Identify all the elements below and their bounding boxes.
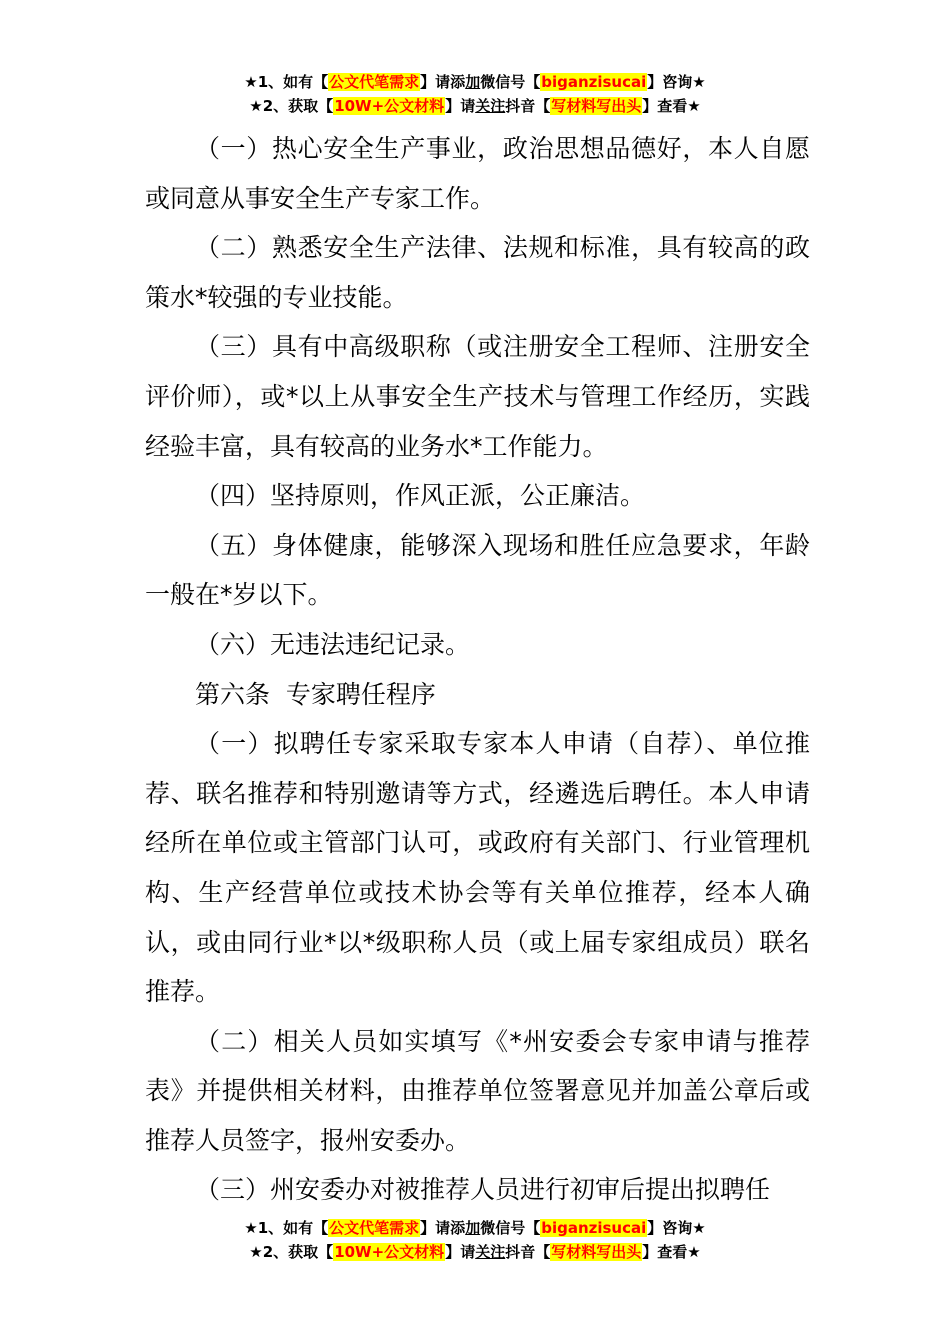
paragraph: （三）具有中高级职称（或注册安全工程师、注册安全评价师），或*以上从事安全生产技术与管理工作经历，实践经验丰富，具有较高的业务水*工作能力。 bbox=[145, 332, 810, 461]
banner-highlight: 10W+公文材料 bbox=[334, 1243, 445, 1261]
banner-text: 】请 bbox=[445, 97, 476, 115]
banner-text: 】查看★ bbox=[642, 1243, 701, 1261]
banner-highlight: 10W+公文材料 bbox=[334, 97, 445, 115]
banner-text: 微信号【 bbox=[480, 1219, 541, 1237]
banner-text: 抖音【 bbox=[505, 97, 551, 115]
banner-highlight: 写材料写出头 bbox=[551, 97, 642, 115]
banner-text: 抖音【 bbox=[505, 1243, 551, 1261]
paragraph: （二）相关人员如实填写《*州安委会专家申请与推荐表》并提供相关材料，由推荐单位签署意见并加盖公章后或推荐人员签字，报州安委办。 bbox=[145, 1026, 810, 1155]
banner-highlight: biganzisucai bbox=[541, 1219, 647, 1237]
banner-line-1 bbox=[0, 1216, 950, 1240]
banner-line-2 bbox=[0, 1240, 950, 1264]
banner-text: 】请添 bbox=[420, 1219, 466, 1237]
banner-text: ★2、获取【 bbox=[249, 97, 334, 115]
banner-line-1 bbox=[0, 70, 950, 94]
paragraph: （二）熟悉安全生产法律、法规和标准，具有较高的政策水*较强的专业技能。 bbox=[145, 233, 810, 312]
banner-underline: 关注 bbox=[475, 97, 506, 115]
banner-line-2 bbox=[0, 94, 950, 118]
banner-text: 】请添 bbox=[420, 73, 466, 91]
banner-text: 】咨询★ bbox=[647, 73, 706, 91]
banner-text: 微信号【 bbox=[480, 73, 541, 91]
paragraph: （一）拟聘任专家采取专家本人申请（自荐）、单位推荐、联名推荐和特别邀请等方式，经遴选后聘任。本人申请经所在单位或主管部门认可，或政府有关部门、行业管理机构、生产经营单位或技术协会等有关单位推荐，经本人确认，或由同行业*以*级职称人员（或上届专家组成员）联名推荐。 bbox=[145, 729, 810, 1007]
banner-text: ★1、如有【 bbox=[244, 73, 329, 91]
banner-text: 】咨询★ bbox=[647, 1219, 706, 1237]
banner-highlight: biganzisucai bbox=[541, 73, 647, 91]
banner-highlight: 公文代笔需求 bbox=[329, 73, 420, 91]
banner-text: 】请 bbox=[445, 1243, 476, 1261]
banner-underline: 加 bbox=[465, 1219, 481, 1237]
banner-highlight: 公文代笔需求 bbox=[329, 1219, 420, 1237]
banner-text: ★1、如有【 bbox=[244, 1219, 329, 1237]
article-heading: 第六条 专家聘任程序 bbox=[195, 679, 436, 709]
banner-highlight: 写材料写出头 bbox=[551, 1243, 642, 1261]
banner-underline: 加 bbox=[465, 73, 481, 91]
footer-banner bbox=[0, 1216, 950, 1264]
document-body bbox=[145, 124, 810, 1215]
paragraph: （一）热心安全生产事业，政治思想品德好，本人自愿或同意从事安全生产专家工作。 bbox=[145, 134, 810, 213]
paragraph: （三）州安委办对被推荐人员进行初审后提出拟聘任 bbox=[195, 1175, 771, 1205]
paragraph: （六）无违法违纪记录。 bbox=[195, 629, 471, 659]
paragraph: （五）身体健康，能够深入现场和胜任应急要求，年龄一般在*岁以下。 bbox=[145, 530, 810, 610]
paragraph: （四）坚持原则，作风正派，公正廉洁。 bbox=[195, 481, 646, 511]
banner-underline: 关注 bbox=[475, 1243, 506, 1261]
header-banner bbox=[0, 70, 950, 118]
banner-text: 】查看★ bbox=[642, 97, 701, 115]
banner-text: ★2、获取【 bbox=[249, 1243, 334, 1261]
